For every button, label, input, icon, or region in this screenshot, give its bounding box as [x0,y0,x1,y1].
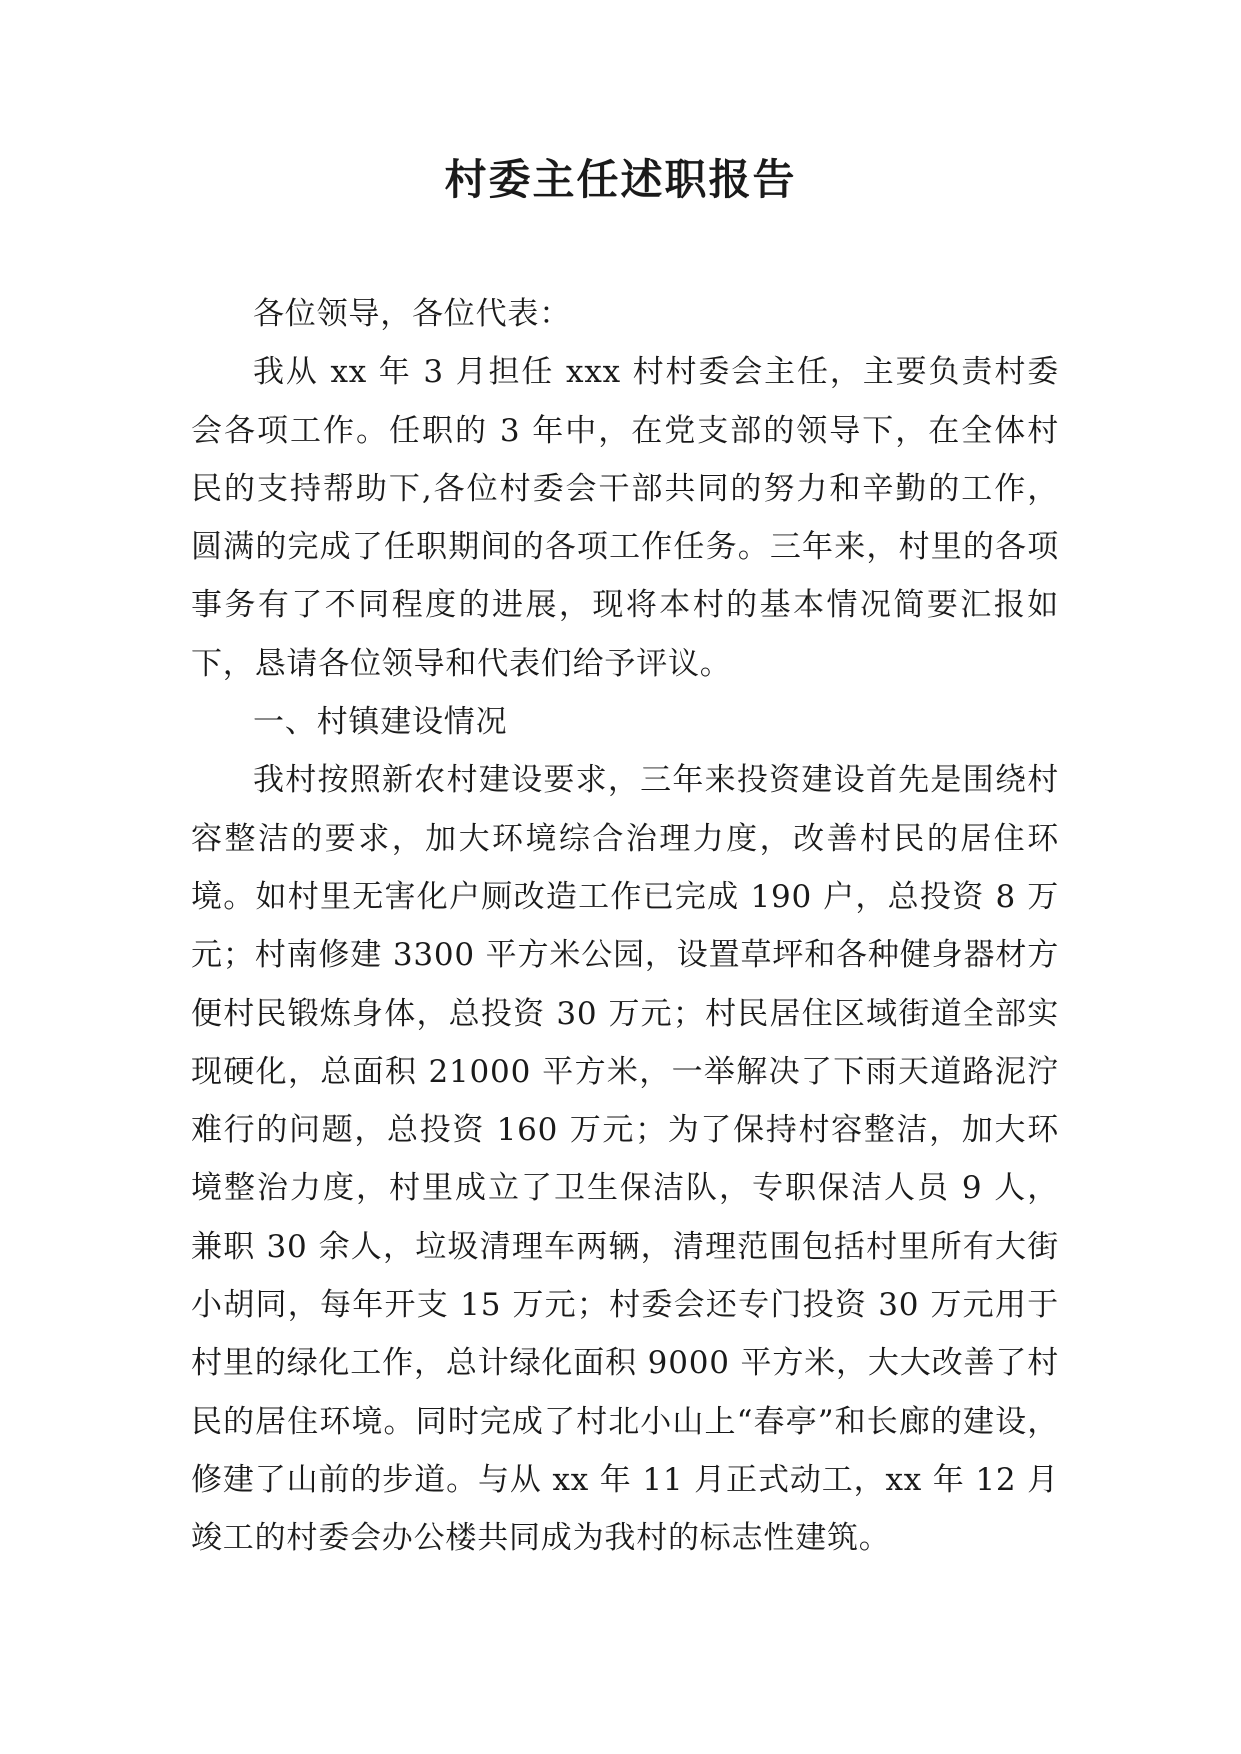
document-body [191,285,1059,1568]
document-title: 村委主任述职报告 [444,155,797,204]
salutation: 各位领导，各位代表： [253,296,571,332]
paragraph-intro: 我从 xx 年 3 月担任 xxx 村村委会主任，主要负责村委会各项工作。任职的 3 年中，在党支部的领导下，在全体村民的支持帮助下,各位村委会干部共同的努力和辛勤的工作，圆满的完成了任职期间的各项工作任务。三年来，村里的各项事务有了不同程度的进展，现将本村的基本情况简要汇报如下，恳请各位领导和代表们给予评议。 [191,354,1059,682]
paragraph-village-construction: 我村按照新农村建设要求，三年来投资建设首先是围绕村容整洁的要求，加大环境综合治理力度，改善村民的居住环境。如村里无害化户厕改造工作已完成 190 户，总投资 8 万元；村南修建 3300 平方米公园，设置草坪和各种健身器材方便村民锻炼身体，总投资 30 万元；村民居住区域街道全部实现硬化，总面积 21000 平方米，一举解决了下雨天道路泥泞难行的问题，总投资 160 万元；为了保持村容整洁，加大环境整治力度，村里成立了卫生保洁队，专职保洁人员 9 人，兼职 30 余人，垃圾清理车两辆，清理范围包括村里所有大街小胡同，每年开支 15 万元；村委会还专门投资 30 万元用于村里的绿化工作，总计绿化面积 9000 平方米，大大改善了村民的居住环境。同时完成了村北小山上“春亭”和长廊的建设，修建了山前的步道。与从 xx 年 11 月正式动工，xx 年 12 月竣工的村委会办公楼共同成为我村的标志性建筑。 [191,762,1059,1557]
section-heading: 一、村镇建设情况 [253,704,508,741]
